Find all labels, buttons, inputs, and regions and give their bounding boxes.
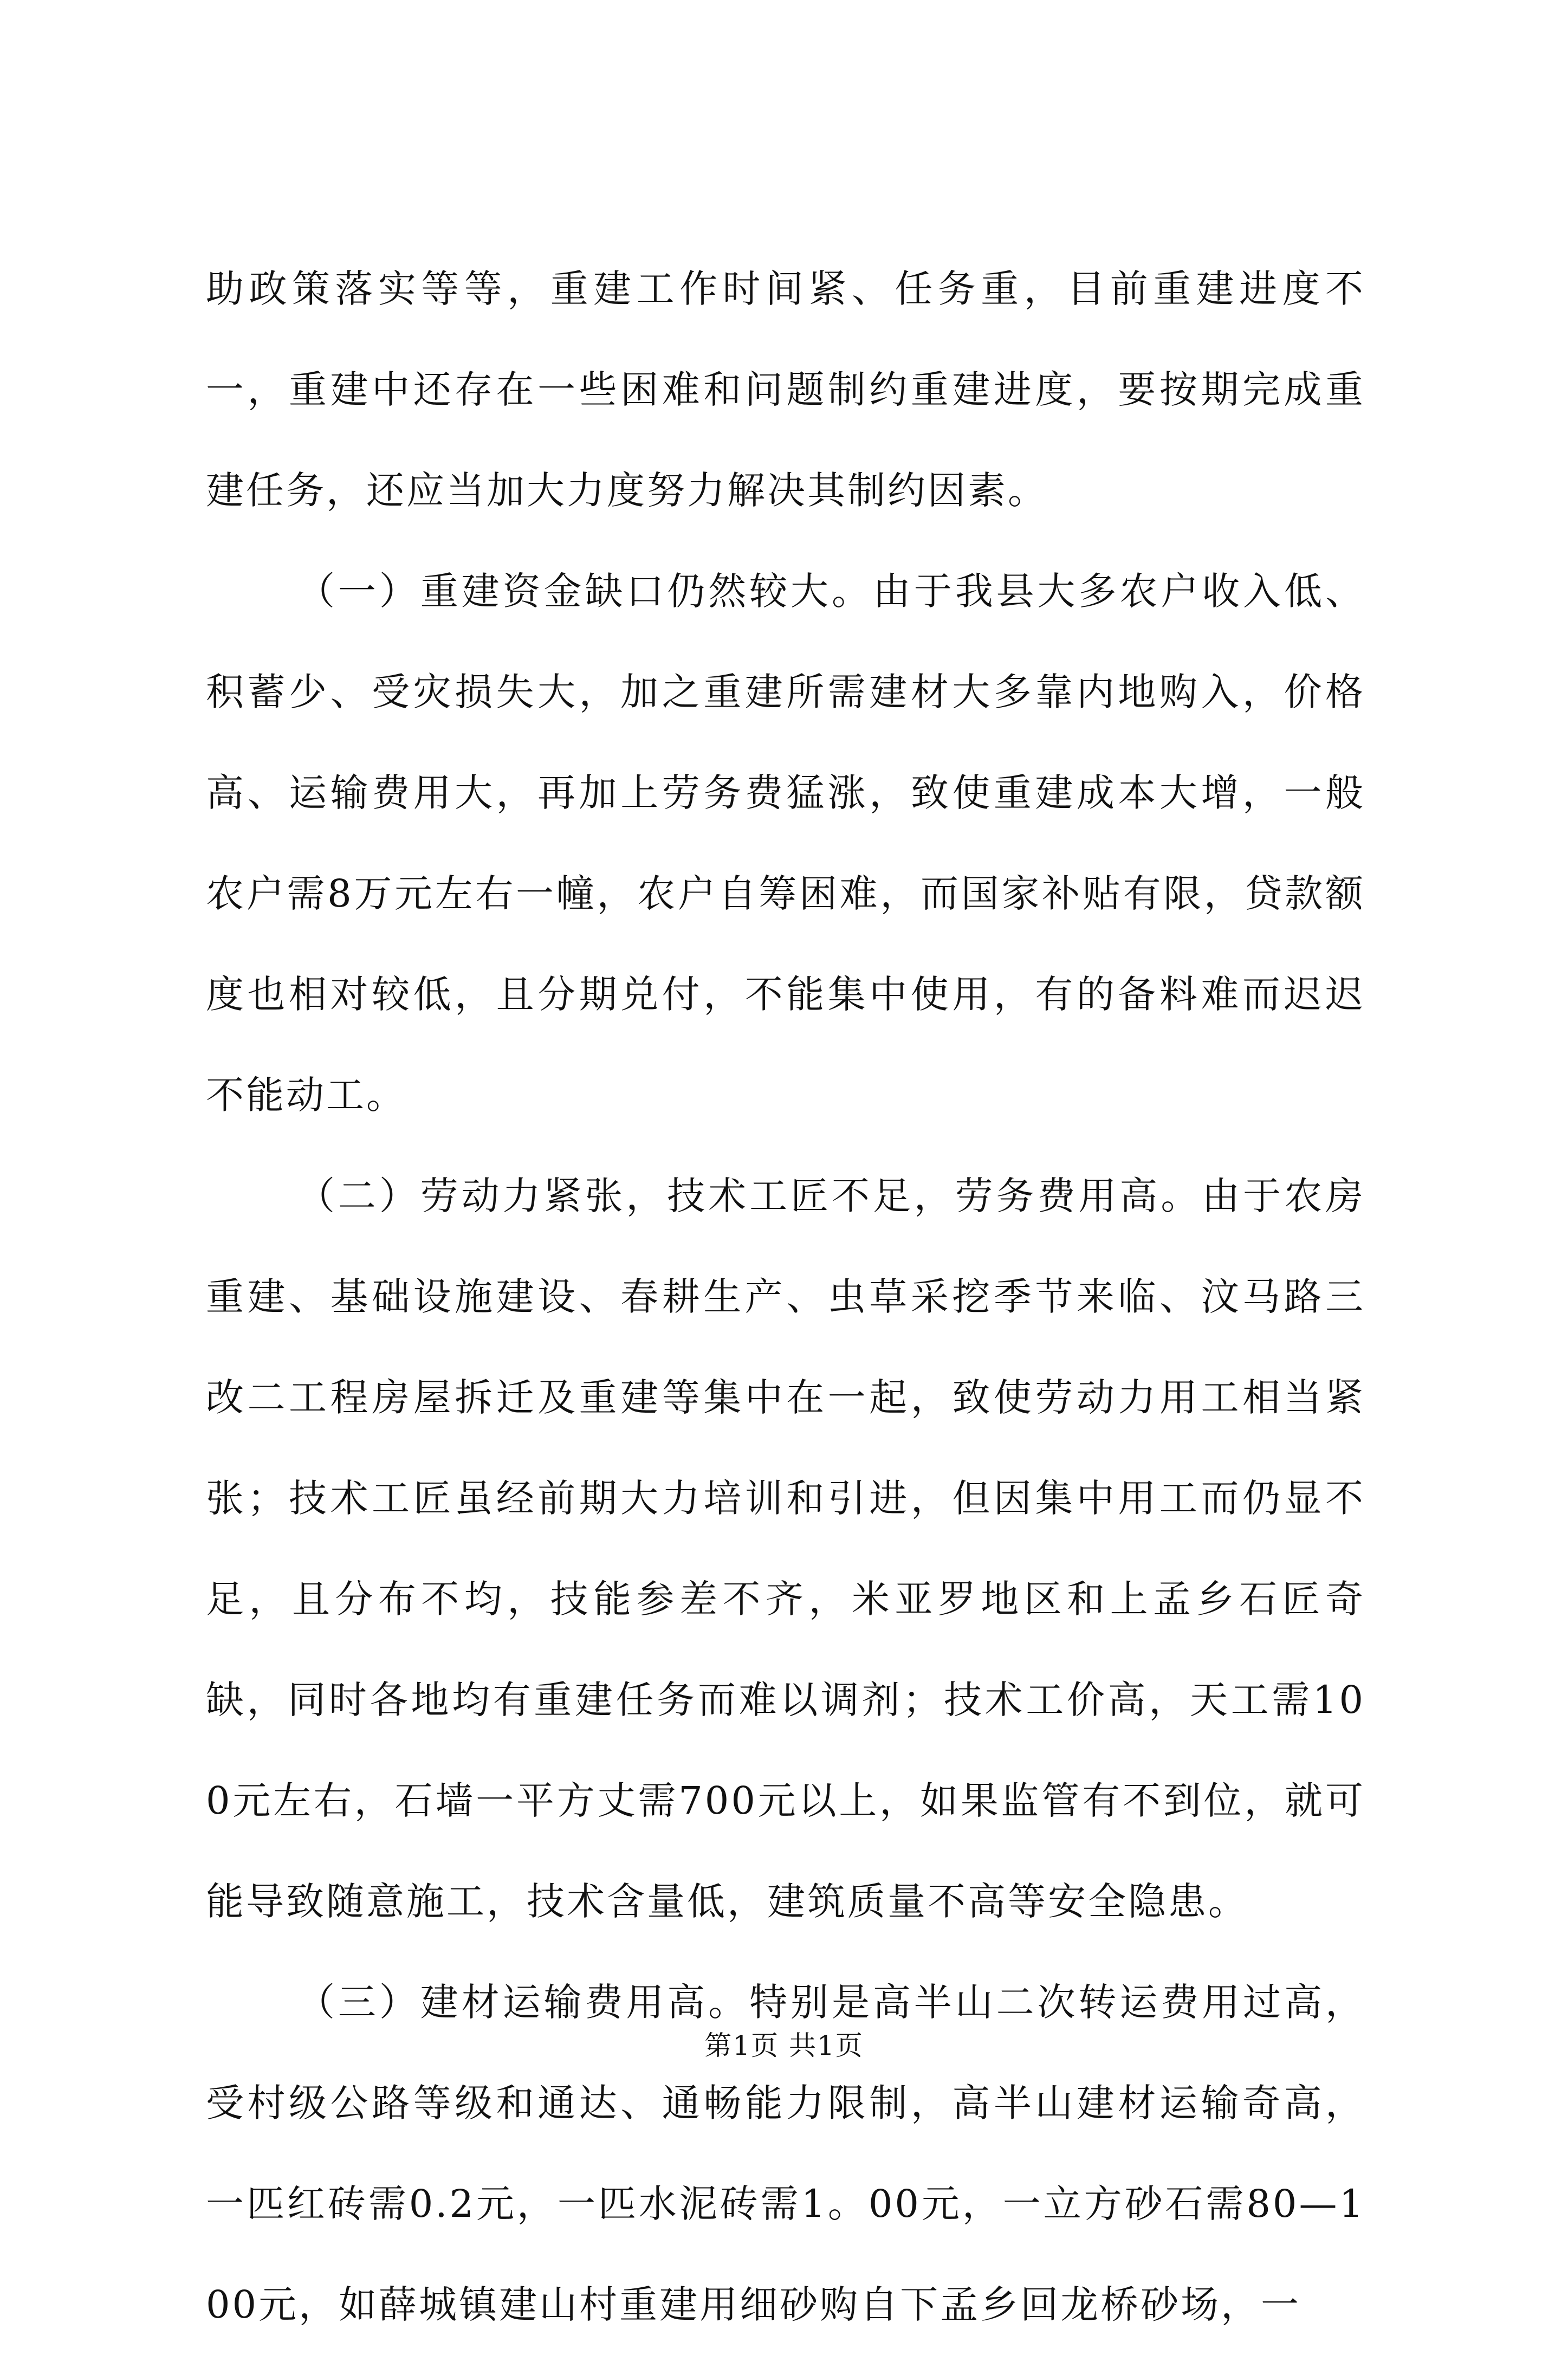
page-footer: 第1页 共1页 xyxy=(704,2030,864,2061)
paragraph-section-2: （二）劳动力紧张，技术工匠不足，劳务费用高。由于农房重建、基础设施建设、春耕生产、虫草采挖季节来临、汶马路三改二工程房屋拆迁及重建等集中在一起，致使劳动力用工相当紧张；技术工匠虽经前期大力培训和引进，但因集中用工而仍显不足，且分布不均，技能参差不齐，米亚罗地区和上孟乡石匠奇缺，同时各地均有重建任务而难以调剂；技术工价高，天工需100元左右，石墙一平方丈需700元以上，如果监管有不到位，就可能导致随意施工，技术含量低，建筑质量不高等安全隐患。 xyxy=(206,1174,1365,1924)
paragraph-section-1: （一）重建资金缺口仍然较大。由于我县大多农户收入低、积蓄少、受灾损失大，加之重建所需建材大多靠内地购入，价格高、运输费用大，再加上劳务费猛涨，致使重建成本大增，一般农户需8万元左右一幢，农户自筹困难，而国家补贴有限，贷款额度也相对较低，且分期兑付，不能集中使用，有的备料难而迟迟不能动工。 xyxy=(206,569,1365,1117)
paragraph-section-3: （三）建材运输费用高。特别是高半山二次转运费用过高，受村级公路等级和通达、通畅能力限制，高半山建材运输奇高，一匹红砖需0.2元，一匹水泥砖需1。00元，一立方砂石需80—100元，如薛城镇建山村重建用细砂购自下孟乡回龙桥砂场，一 xyxy=(206,1980,1365,2327)
paragraph-intro: 助政策落实等等，重建工作时间紧、任务重，目前重建进度不一，重建中还存在一些困难和问题制约重建进度，要按期完成重建任务，还应当加大力度努力解决其制约因素。 xyxy=(206,267,1365,513)
